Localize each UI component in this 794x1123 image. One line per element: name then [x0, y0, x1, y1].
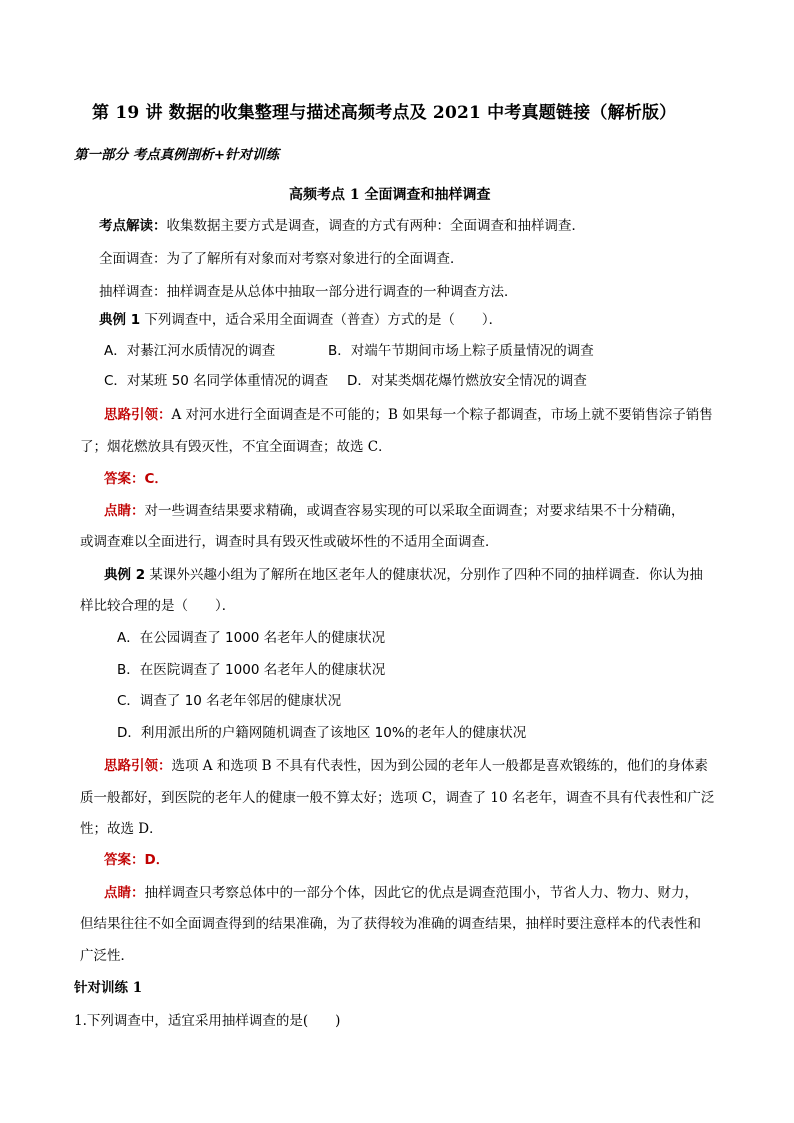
example1-comment-line2: 或调查难以全面进行，调查时具有毁灭性或破坏性的不适用全面调查．	[80, 534, 499, 550]
example2-hint-line2: 质一般都好，到医院的老年人的健康一般不算太好；选项 C，调查了 10 名老年，调查不具有代表性和广泛	[80, 790, 715, 806]
example1-hint-line1	[104, 406, 713, 424]
example2-comment-text1: 抽样调查只考察总体中的一部分个体，因此它的优点是调查范围小，节省人力、物力、财力，	[144, 885, 698, 901]
explain-text: 收集数据主要方式是调查，调查的方式有两种：全面调查和抽样调查．	[166, 218, 585, 234]
example1-option-d: D．对某类烟花爆竹燃放安全情况的调查	[347, 373, 587, 389]
example1-answer-value: C．	[144, 471, 168, 487]
full-survey-definition: 全面调查：为了了解所有对象而对考察对象进行的全面调查．	[99, 251, 464, 267]
example1-comment-line1	[104, 502, 685, 520]
example1-label: 典例 1	[99, 312, 141, 328]
example1-answer-label: 答案：	[104, 471, 145, 487]
example1-hint-text1: A 对河水进行全面调查是不可能的；B 如果每一个粽子都调查，市场上就不要销售淙子销售	[171, 407, 713, 423]
example1-comment-text1: 对一些调查结果要求精确，或调查容易实现的可以采取全面调查；对要求结果不十分精确，	[144, 503, 685, 519]
part-heading: 第一部分 考点真例剖析+针对训练	[74, 147, 280, 163]
sample-survey-definition: 抽样调查：抽样调查是从总体中抽取一部分进行调查的一种调查方法．	[99, 284, 518, 300]
example1-option-a: A．对綦江河水质情况的调查	[104, 343, 276, 359]
example2-comment-line1	[104, 884, 698, 902]
example2-hint-line1	[104, 757, 708, 775]
example2-hint-label: 思路引领：	[104, 758, 172, 774]
example2-question-line1	[104, 566, 703, 584]
explain-label: 考点解读：	[99, 218, 167, 234]
example1-answer	[104, 470, 168, 488]
example2-hint-text1: 选项 A 和选项 B 不具有代表性，因为到公园的老年人一般都是喜欢锻练的，他们的身体素	[171, 758, 708, 774]
example2-answer	[104, 851, 169, 869]
page-title: 第 19 讲 数据的收集整理与描述高频考点及 2021 中考真题链接（解析版）	[92, 103, 677, 123]
example2-comment-line2: 但结果往往不如全面调查得到的结果准确，为了获得较为准确的调查结果，抽样时要注意样本的代表性和	[80, 916, 701, 932]
example2-question-text1: 某课外兴趣小组为了解所在地区老年人的健康状况，分别作了四种不同的抽样调查．你认为抽	[149, 567, 703, 583]
section-heading: 高频考点 1 全面调查和抽样调查	[289, 187, 491, 203]
example2-option-a: A．在公园调查了 1000 名老年人的健康状况	[117, 630, 386, 646]
example1-option-c: C．对某班 50 名同学体重情况的调查	[104, 373, 329, 389]
explain-paragraph	[99, 217, 585, 235]
example1-question	[99, 311, 502, 329]
example2-question-line2: 样比较合理的是（ ）．	[80, 598, 236, 614]
example2-label: 典例 2	[104, 567, 146, 583]
example1-comment-label: 点睛：	[104, 503, 145, 519]
example2-comment-label: 点睛：	[104, 885, 145, 901]
example2-answer-value: D．	[144, 852, 170, 868]
example1-hint-line2: 了；烟花燃放具有毁灭性，不宜全面调查；故选 C．	[80, 439, 392, 455]
training1-heading: 针对训练 1	[74, 980, 143, 996]
example1-option-b: B．对端午节期间市场上粽子质量情况的调查	[328, 343, 594, 359]
example2-option-c: C．调查了 10 名老年邻居的健康状况	[117, 693, 342, 709]
example2-comment-line3: 广泛性．	[80, 948, 134, 964]
example2-option-d: D．利用派出所的户籍网随机调查了该地区 10%的老年人的健康状况	[117, 725, 527, 741]
example1-question-text: 下列调查中，适合采用全面调查（普查）方式的是（ ）．	[144, 312, 503, 328]
training1-question1: 1.下列调查中，适宜采用抽样调查的是( )	[74, 1013, 341, 1029]
example2-option-b: B．在医院调查了 1000 名老年人的健康状况	[117, 662, 386, 678]
example2-answer-label: 答案：	[104, 852, 145, 868]
example1-hint-label: 思路引领：	[104, 407, 172, 423]
example2-hint-line3: 性；故选 D．	[80, 821, 163, 837]
